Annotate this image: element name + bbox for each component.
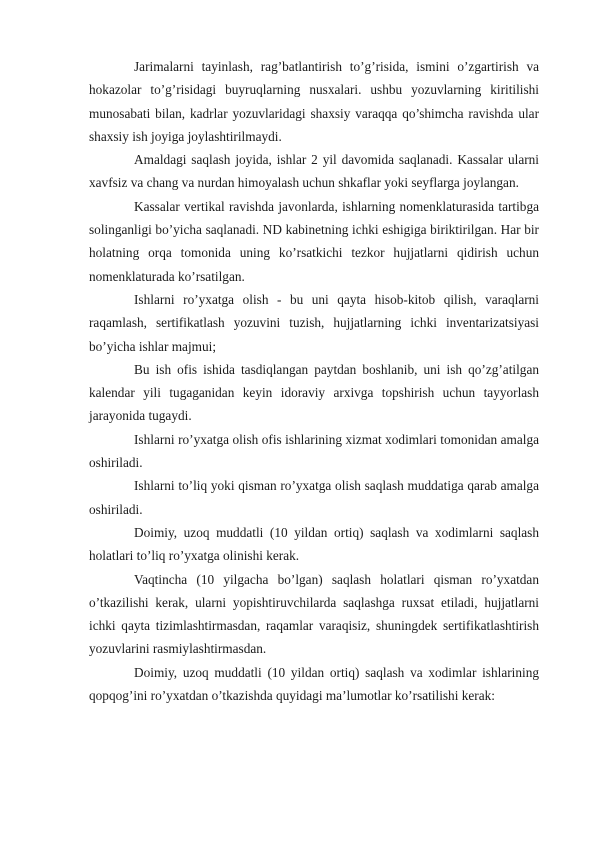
document-body	[89, 55, 539, 707]
paragraph-9: Vaqtincha (10 yilgacha bo’lgan) saqlash holatlari qisman ro’yxatdan o’tkazilishi kerak, ularni yopishtiruvchilarda saqlashga ruxsat etiladi, hujjatlarni ichki qayta tizimlashtirmasdan, raqamlar varaqisiz, shuningdek sertifikatlashtirish yozuvlarini rasmiylashtirmasdan.	[89, 571, 539, 657]
paragraph-2: Amaldagi saqlash joyida, ishlar 2 yil davomida saqlanadi. Kassalar ularni xavfsiz va chang va nurdan himoyalash uchun shkaflar yoki seyflarga joylangan.	[89, 152, 539, 191]
paragraph-4: Ishlarni ro’yxatga olish - bu uni qayta hisob-kitob qilish, varaqlarni raqamlash, sertifikatlash yozuvini tuzish, hujjatlarning ichki inventarizatsiyasi bo’yicha ishlar majmui;	[89, 291, 539, 354]
paragraph-5: Bu ish ofis ishida tasdiqlangan paytdan boshlanib, uni ish qo’zg’atilgan kalendar yili tugaganidan keyin idoraviy arxivga topshirish uchun tayyorlash jarayonida tugaydi.	[89, 361, 539, 424]
paragraph-6: Ishlarni ro’yxatga olish ofis ishlarining xizmat xodimlari tomonidan amalga oshiriladi.	[89, 431, 539, 471]
paragraph-10: Doimiy, uzoq muddatli (10 yildan ortiq) saqlash va xodimlar ishlarining qopqog’ini ro’yxatdan o’tkazishda quyidagi ma’lumotlar ko’rsatilishi kerak:	[89, 664, 539, 704]
paragraph-3: Kassalar vertikal ravishda javonlarda, ishlarning nomenklaturasida tartibga solinganligi bo’yicha saqlanadi. ND kabinetning ichki eshigiga biriktirilgan. Har bir holatning orqa tomonida uning ko’rsatkichi tezkor hujjatlarni qidirish uchun nomenklaturada ko’rsatilgan.	[89, 198, 539, 284]
paragraph-7: Ishlarni to’liq yoki qisman ro’yxatga olish saqlash muddatiga qarab amalga oshiriladi.	[89, 478, 539, 517]
paragraph-1: Jarimalarni tayinlash, rag’batlantirish to’g’risida, ismini o’zgartirish va hokazolar to’g’risidagi buyruqlarning nusxalari. ushbu yozuvlarning kiritilishi munosabati bilan, kadrlar yozuvlaridagi shaxsiy varaqqa qo’shimcha ravishda ular shaxsiy ish joyiga joylashtirilmaydi.	[89, 59, 539, 144]
paragraph-8: Doimiy, uzoq muddatli (10 yildan ortiq) saqlash va xodimlarni saqlash holatlari to’liq ro’yxatga olinishi kerak.	[89, 524, 539, 564]
